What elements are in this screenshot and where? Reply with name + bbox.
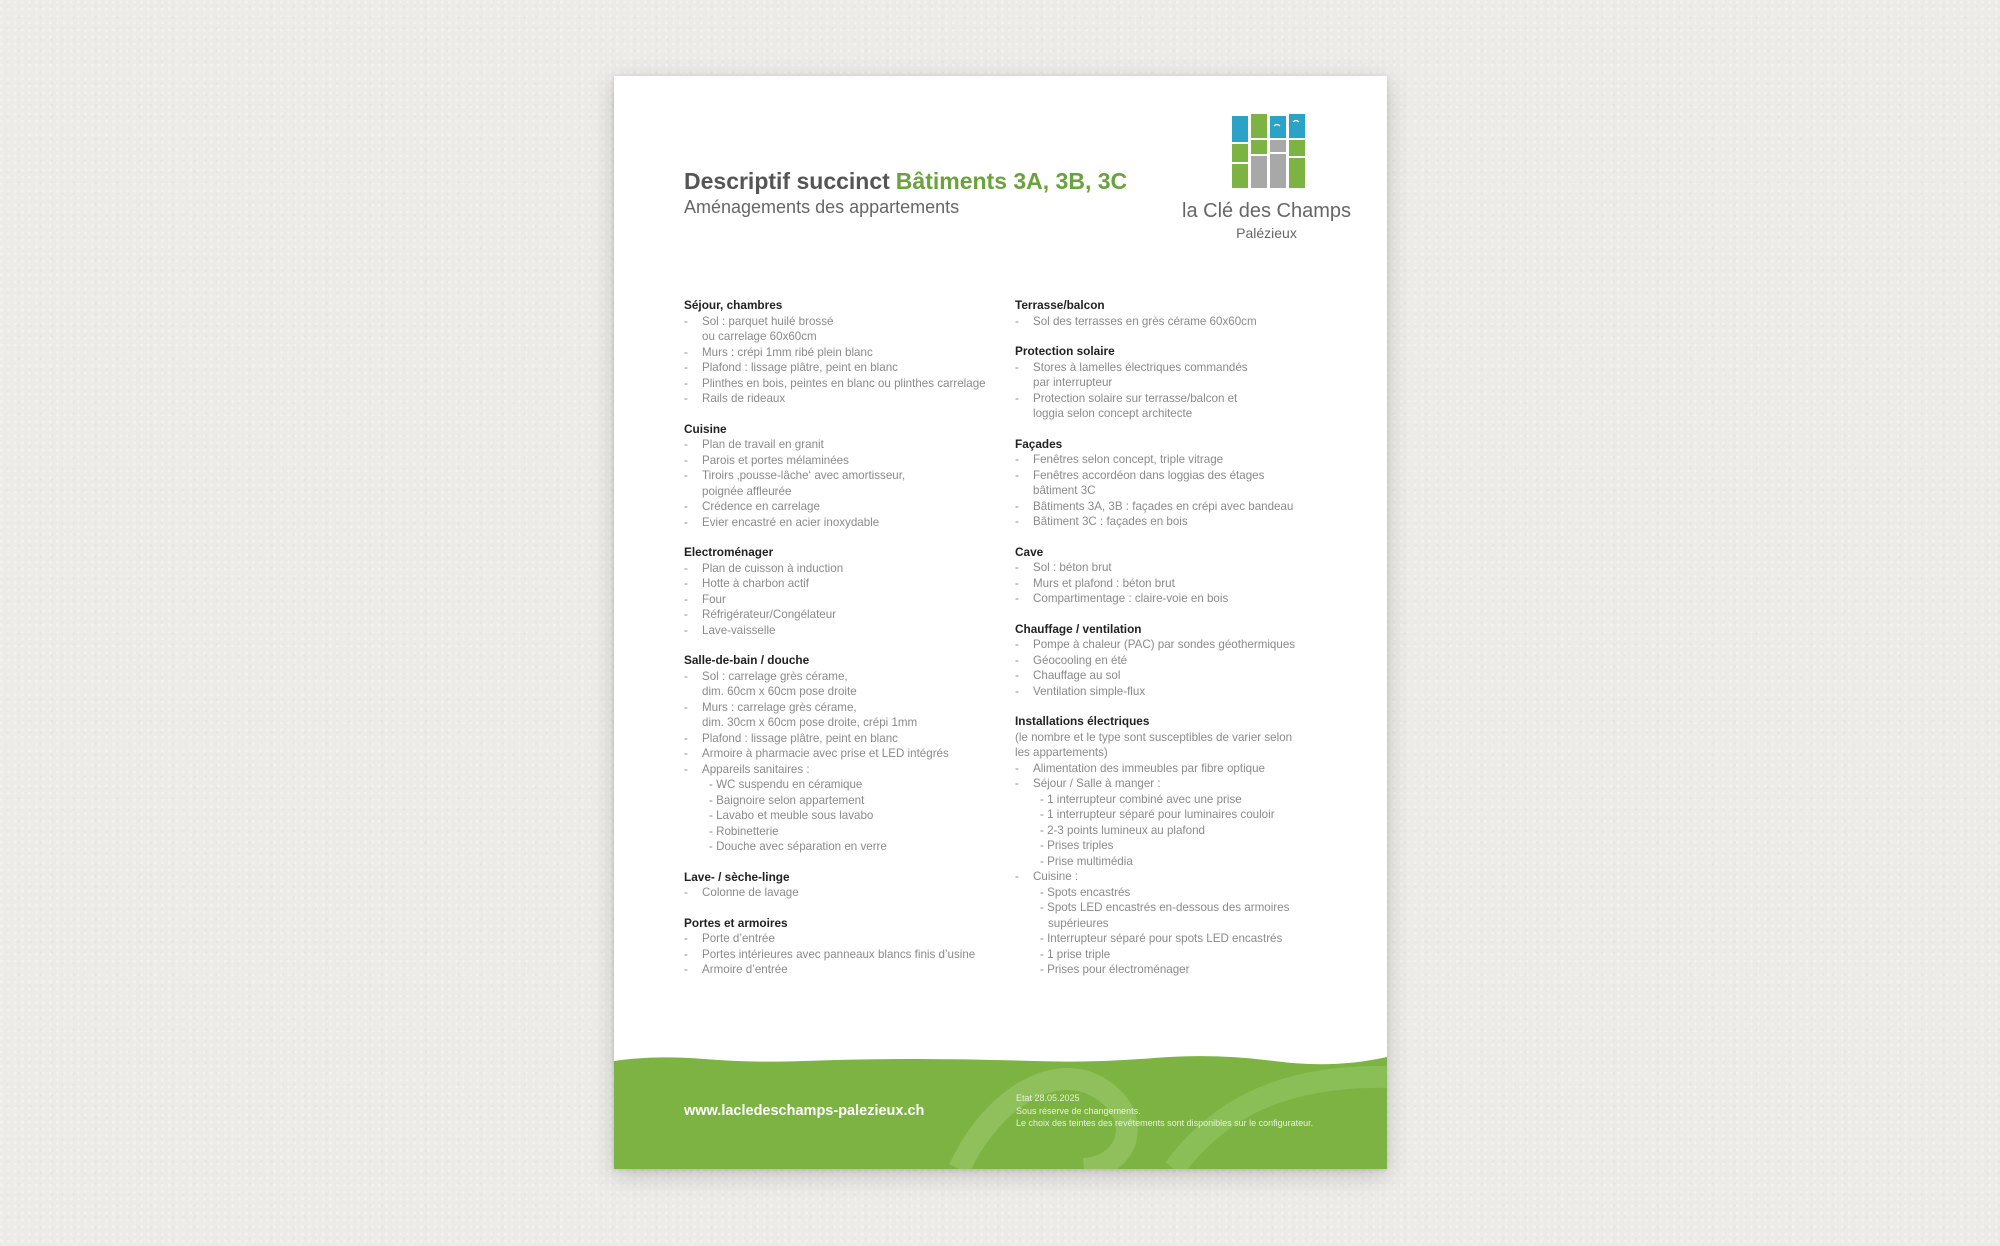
section-note: (le nombre et le type sont susceptibles de varier selon	[1015, 730, 1293, 744]
footer	[614, 1055, 1387, 1169]
spec-item: - Porte d’entrée	[684, 931, 994, 947]
spec-item: - Colonne de lavage	[684, 885, 994, 901]
spec-section	[1015, 344, 1315, 422]
spec-item: - Appareils sanitaires :	[684, 762, 994, 778]
spec-section	[684, 422, 994, 531]
spec-section	[1015, 622, 1315, 700]
section-title: Chauffage / ventilation	[1015, 621, 1142, 636]
spec-item: - Sol des terrasses en grès cérame 60x60cm	[1015, 314, 1315, 330]
spec-subitem: - Interrupteur séparé pour spots LED encastrés	[1040, 932, 1283, 945]
spec-item: - Compartimentage : claire-voie en bois	[1015, 591, 1315, 607]
spec-item-continuation: par interrupteur	[1033, 376, 1113, 389]
section-title: Installations électriques	[1015, 714, 1150, 728]
spec-section	[684, 916, 994, 978]
page-title	[684, 168, 1127, 195]
spec-item-continuation: dim. 60cm x 60cm pose droite	[702, 685, 857, 698]
section-title: Terrasse/balcon	[1015, 298, 1105, 312]
spec-item: - Fenêtres selon concept, triple vitrage	[1015, 452, 1315, 468]
section-note: les appartements)	[1015, 746, 1108, 759]
logo	[1179, 112, 1354, 241]
footer-note: Sous réserve de changements.	[1016, 1105, 1141, 1116]
spec-item-continuation: loggia selon concept architecte	[1033, 407, 1193, 420]
spec-item: - Armoire d’entrée	[684, 962, 994, 978]
logo-place: Palézieux	[1236, 225, 1297, 241]
spec-item: - Cuisine :	[1015, 869, 1315, 885]
spec-section	[684, 545, 994, 638]
spec-item-continuation: poignée affleurée	[702, 484, 792, 498]
section-title: Cuisine	[684, 421, 727, 436]
footer-notes	[1016, 1092, 1313, 1130]
footer-note: Le choix des teintes des revêtements sont disponibles sur le configurateur.	[1016, 1118, 1314, 1128]
spec-item: - Four	[684, 592, 994, 608]
spec-item: - Réfrigérateur/Congélateur	[684, 607, 994, 623]
spec-item: - Géocooling en été	[1015, 653, 1315, 669]
section-title: Lave- / sèche-linge	[684, 869, 790, 884]
spec-item: - Sol : parquet huilé brossé	[684, 314, 994, 330]
spec-item: - Plafond : lissage plâtre, peint en blanc	[684, 360, 994, 376]
spec-item: - Sol : carrelage grès cérame,	[684, 669, 994, 685]
spec-item: - Chauffage au sol	[1015, 668, 1315, 684]
website-link[interactable]: www.lacledeschamps-palezieux.ch	[684, 1103, 925, 1119]
spec-item: - Portes intérieures avec panneaux blancs finis d’usine	[684, 947, 994, 963]
left-column	[684, 298, 994, 993]
spec-subitem: - Baignoire selon appartement	[709, 793, 865, 807]
spec-subitem: - Prises pour électroménager	[1040, 963, 1190, 976]
spec-subitem: - 1 interrupteur combiné avec une prise	[1040, 792, 1242, 806]
section-title: Salle-de-bain / douche	[684, 653, 810, 667]
spec-subitem: - Robinetterie	[709, 824, 779, 838]
spec-item: - Plan de cuisson à induction	[684, 561, 994, 577]
spec-item: - Bâtiment 3C : façades en bois	[1015, 514, 1315, 530]
spec-item: - Fenêtres accordéon dans loggias des étages	[1015, 468, 1315, 484]
spec-item: - Ventilation simple-flux	[1015, 684, 1315, 700]
section-title: Cave	[1015, 544, 1044, 559]
title-main: Descriptif succinct	[684, 168, 890, 194]
spec-subitem: - WC suspendu en céramique	[709, 778, 863, 791]
spec-section	[684, 298, 994, 407]
spec-item: - Stores à lamelles électriques commandés	[1015, 360, 1315, 376]
spec-item: - Plafond : lissage plâtre, peint en blanc	[684, 731, 994, 747]
spec-subitem: - 1 prise triple	[1040, 947, 1111, 961]
spec-item: - Protection solaire sur terrasse/balcon et	[1015, 391, 1315, 407]
section-title: Façades	[1015, 436, 1063, 451]
spec-section	[684, 870, 994, 901]
spec-item-continuation: dim. 30cm x 60cm pose droite, crépi 1mm	[702, 716, 918, 729]
spec-subitem: - Lavabo et meuble sous lavabo	[709, 809, 874, 822]
spec-item: - Evier encastré en acier inoxydable	[684, 515, 994, 531]
title-block	[684, 168, 1127, 218]
spec-subitem: - 1 interrupteur séparé pour luminaires couloir	[1040, 808, 1275, 821]
section-title: Séjour, chambres	[684, 298, 783, 312]
spec-section	[1015, 298, 1315, 329]
document-page	[614, 76, 1387, 1169]
spec-item: - Armoire à pharmacie avec prise et LED intégrés	[684, 746, 994, 762]
spec-item: - Parois et portes mélaminées	[684, 453, 994, 469]
spec-subitem: - 2-3 points lumineux au plafond	[1040, 823, 1205, 837]
spec-item: - Pompe à chaleur (PAC) par sondes géothermiques	[1015, 637, 1315, 653]
right-column	[1015, 298, 1315, 993]
spec-subitem: - Prise multimédia	[1040, 854, 1133, 868]
spec-item: - Alimentation des immeubles par fibre optique	[1015, 761, 1315, 777]
spec-item: - Rails de rideaux	[684, 391, 994, 407]
spec-item: - Murs : crépi 1mm ribé plein blanc	[684, 345, 994, 361]
footer-note: Etat 28.05.2025	[1016, 1093, 1080, 1103]
spec-item: - Murs : carrelage grès cérame,	[684, 700, 994, 716]
spec-subitem: - Prises triples	[1040, 839, 1114, 852]
spec-item: - Crédence en carrelage	[684, 499, 994, 515]
spec-subitem: - Douche avec séparation en verre	[709, 840, 887, 853]
section-title: Protection solaire	[1015, 344, 1115, 358]
spec-item: - Hotte à charbon actif	[684, 576, 994, 592]
section-title: Electroménager	[684, 545, 774, 559]
spec-item: - Sol : béton brut	[1015, 560, 1315, 576]
page-subtitle: Aménagements des appartements	[684, 197, 960, 217]
spec-item: - Lave-vaisselle	[684, 623, 994, 639]
spec-item: - Séjour / Salle à manger :	[1015, 776, 1315, 792]
spec-subitem: supérieures	[1048, 916, 1109, 930]
title-accent: Bâtiments 3A, 3B, 3C	[895, 168, 1128, 194]
spec-subitem: - Spots LED encastrés en-dessous des armoires	[1040, 901, 1290, 914]
spec-item-continuation: ou carrelage 60x60cm	[702, 330, 817, 343]
spec-item: - Murs et plafond : béton brut	[1015, 576, 1315, 592]
spec-item-continuation: bâtiment 3C	[1033, 484, 1096, 497]
spec-section	[1015, 437, 1315, 530]
spec-section	[684, 653, 994, 855]
spec-section	[1015, 545, 1315, 607]
section-title: Portes et armoires	[684, 915, 788, 930]
spec-subitem: - Spots encastrés	[1040, 885, 1131, 899]
logo-name: la Clé des Champs	[1182, 200, 1351, 222]
logo-mark-icon	[1227, 112, 1307, 192]
spec-item: - Plan de travail en granit	[684, 437, 994, 453]
spec-item: - Bâtiments 3A, 3B : façades en crépi avec bandeau	[1015, 499, 1315, 515]
spec-item: - Tiroirs ‚pousse-lâche‘ avec amortisseur,	[684, 468, 994, 484]
spec-section	[1015, 714, 1315, 978]
spec-item: - Plinthes en bois, peintes en blanc ou plinthes carrelage	[684, 376, 994, 392]
